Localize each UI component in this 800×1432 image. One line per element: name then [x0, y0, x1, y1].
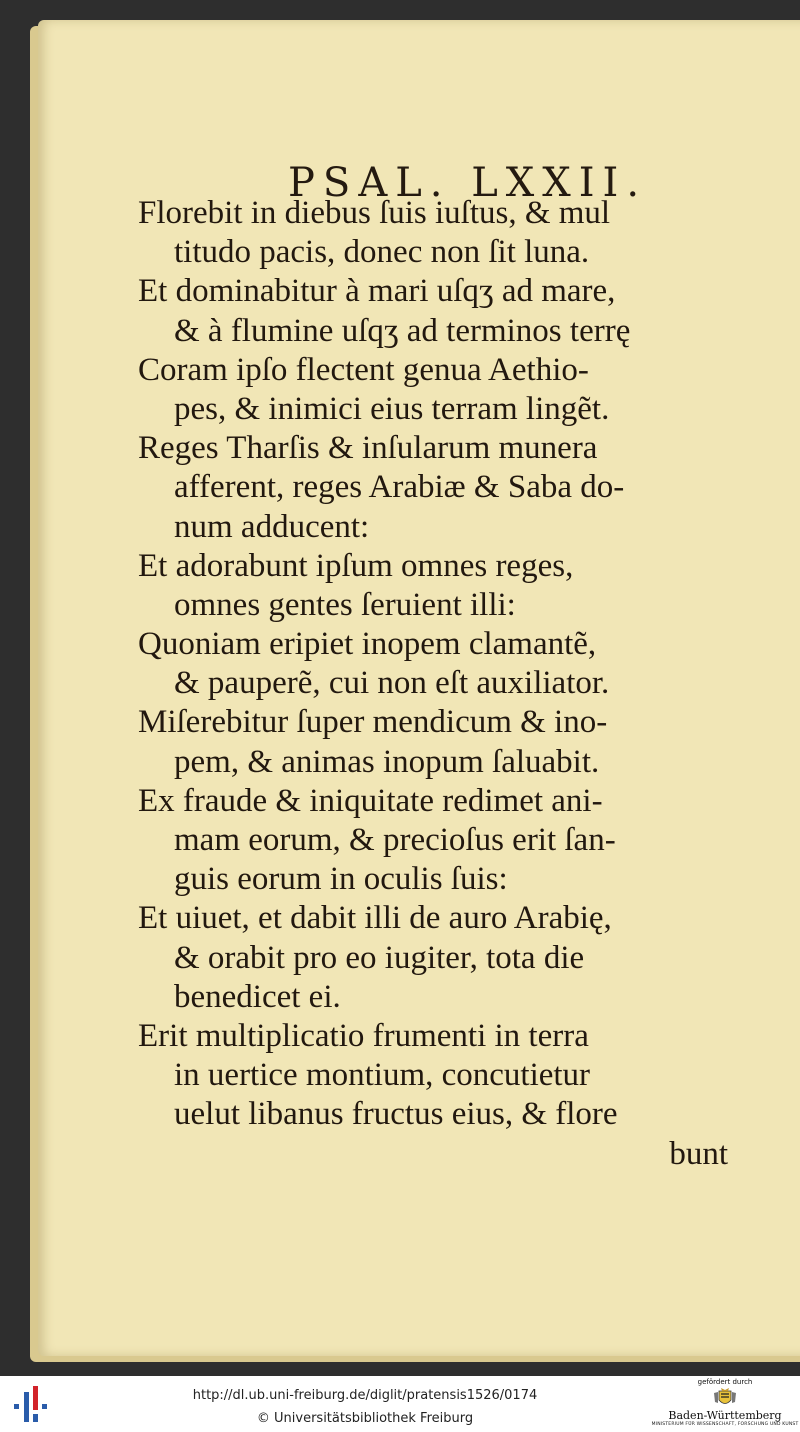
text-line: omnes gentes ſeruient illi:	[174, 586, 516, 623]
text-line: num adducent:	[174, 508, 370, 545]
text-line: mam eorum, & precioſus erit ſan-	[174, 822, 616, 858]
text-line: & orabit pro eo iugiter, tota die	[174, 939, 585, 976]
text-line: benedicet ei.	[174, 978, 341, 1015]
text-line: Et adorabunt ipſum omnes reges,	[138, 547, 574, 584]
text-line: titudo pacis, donec non ſit luna.	[174, 234, 590, 271]
text-line: afferent, reges Arabiæ & Saba do-	[174, 469, 625, 506]
text-line: pem, & animas inopum ſaluabit.	[174, 743, 600, 780]
ub-freiburg-logo-icon[interactable]	[12, 1386, 52, 1424]
text-line: Quoniam eripiet inopem clamantẽ,	[138, 626, 597, 663]
text-line: Ex fraude & iniquitate redimet ani-	[138, 782, 603, 819]
text-line: Erit multiplicatio frumenti in terra	[138, 1017, 589, 1054]
permalink-url[interactable]: http://dl.ub.uni-freiburg.de/diglit/pratensis1526/0174	[192, 1388, 538, 1403]
text-line: Coram ipſo flectent genua Aethio-	[138, 351, 589, 388]
text-line: Florebit in diebus ſuis iuſtus, & mul	[138, 195, 611, 231]
psalm-text-block	[138, 194, 728, 1174]
text-line: Reges Tharſis & inſularum munera	[138, 430, 598, 467]
text-line: & à flumine uſqʒ ad terminos terrę	[174, 312, 631, 349]
text-line: & pauperẽ, cui non eſt auxiliator.	[174, 665, 610, 702]
sponsor-ministry: MINISTERIUM FÜR WISSENSCHAFT, FORSCHUNG UND KUNST	[651, 1422, 799, 1427]
sponsor-block	[650, 1378, 800, 1432]
text-line: guis eorum in oculis ſuis:	[174, 861, 508, 898]
running-head: PSAL. LXXII.	[288, 160, 648, 206]
copyright-notice: © Universitätsbibliothek Freiburg	[256, 1411, 474, 1426]
text-line: Et dominabitur à mari uſqʒ ad mare,	[138, 273, 616, 310]
baden-wuerttemberg-crest-icon	[712, 1387, 738, 1409]
sponsor-name: Baden-Württemberg	[668, 1409, 782, 1422]
footer-bar	[0, 1376, 800, 1432]
text-line: Miſerebitur ſuper mendicum & ino-	[138, 704, 608, 741]
text-line: uelut libanus fructus eius, & flore	[174, 1096, 618, 1133]
sponsor-label: gefördert durch	[697, 1378, 753, 1386]
text-line: Et uiuet, et dabit illi de auro Arabię,	[138, 900, 612, 937]
text-line: in uertice montium, concutietur	[174, 1057, 591, 1094]
text-line: pes, & inimici eius terram lingẽt.	[174, 390, 610, 427]
catchword: bunt	[669, 1135, 728, 1172]
